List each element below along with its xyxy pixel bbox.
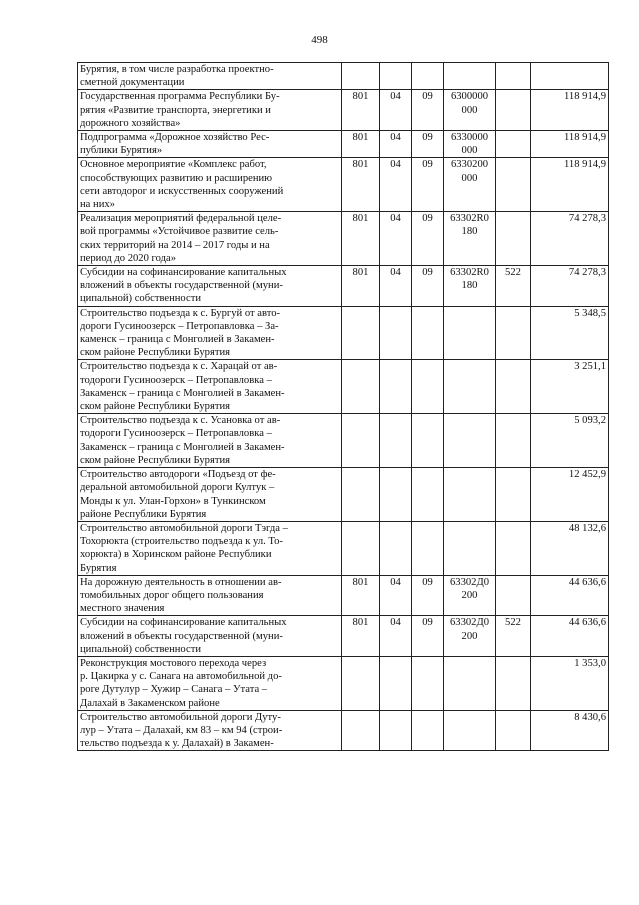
amount: 44 636,6: [568, 617, 606, 629]
target-article-code-cell: [444, 360, 496, 414]
subsection-code-cell: [412, 414, 444, 468]
expense-type-code-cell: [496, 90, 531, 131]
section-code-cell: [380, 656, 412, 710]
expense-type-code-cell: [496, 158, 531, 212]
row-description: Государственная программа Республики Бу- рятия «Развитие транспорта, энергетики и дорожного хозяйства»: [80, 91, 280, 129]
amount: 3 251,1: [574, 361, 606, 373]
target-article-code: 63302Д0 200: [449, 617, 489, 642]
section-code: 04: [390, 213, 401, 225]
row-description: Субсидии на софинансирование капитальных вложений в объекты государственной (муни- ципальной) собственности: [80, 267, 287, 305]
section-code-cell: [380, 212, 412, 266]
row-description-cell: [78, 212, 342, 266]
row-description: Субсидии на софинансирование капитальных вложений в объекты государственной (муни- ципальной) собственности: [80, 617, 287, 655]
ministry-code: 801: [352, 91, 369, 103]
expense-type-code-cell: [496, 306, 531, 360]
row-description-cell: [78, 306, 342, 360]
row-description: Строительство подъезда к с. Усановка от ав- тодороги Гусиноозерск – Петропавловка – Закаменск – граница с Монголией в Закамен- ском районе Республики Бурятия: [80, 415, 285, 466]
row-description: Подпрограмма «Дорожное хозяйство Рес- публики Бурятия»: [80, 132, 270, 157]
row-description: Строительство автомобильной дороги Дуту- лур – Утата – Далахай, км 83 – км 94 (строи- тельство подъезда к у. Далахай) в Закамен-: [80, 711, 283, 750]
table-row: [78, 158, 609, 212]
amount: 74 278,3: [568, 267, 606, 279]
target-article-code-cell: [444, 131, 496, 158]
expense-type-code-cell: [496, 616, 531, 657]
ministry-code-cell: [342, 158, 380, 212]
subsection-code-cell: [412, 63, 444, 90]
subsection-code: 09: [422, 159, 433, 171]
target-article-code: 63302R0 180: [450, 213, 489, 238]
amount: 74 278,3: [568, 213, 606, 225]
amount-cell: [531, 616, 609, 657]
amount-cell: [531, 90, 609, 131]
expense-type-code-cell: [496, 656, 531, 710]
target-article-code-cell: [444, 575, 496, 616]
ministry-code: 801: [352, 617, 369, 629]
section-code-cell: [380, 521, 412, 575]
ministry-code-cell: [342, 63, 380, 90]
ministry-code-cell: [342, 468, 380, 522]
target-article-code: 6300000 000: [450, 91, 489, 116]
ministry-code-cell: [342, 656, 380, 710]
table-row: [78, 710, 609, 751]
section-code-cell: [380, 306, 412, 360]
table-row: [78, 414, 609, 468]
row-description-cell: [78, 131, 342, 158]
row-description-cell: [78, 63, 342, 90]
table-body: [78, 63, 609, 751]
table-row: [78, 360, 609, 414]
section-code-cell: [380, 468, 412, 522]
subsection-code-cell: [412, 306, 444, 360]
expense-type-code-cell: [496, 468, 531, 522]
subsection-code-cell: [412, 212, 444, 266]
row-description-cell: [78, 616, 342, 657]
amount: 48 132,6: [568, 522, 606, 534]
section-code-cell: [380, 158, 412, 212]
target-article-code: 63302R0 180: [450, 267, 489, 292]
table-row: [78, 90, 609, 131]
row-description-cell: [78, 158, 342, 212]
subsection-code: 09: [422, 213, 433, 225]
subsection-code-cell: [412, 656, 444, 710]
table-row: [78, 521, 609, 575]
row-description-cell: [78, 90, 342, 131]
ministry-code-cell: [342, 414, 380, 468]
subsection-code-cell: [412, 521, 444, 575]
amount-cell: [531, 656, 609, 710]
section-code-cell: [380, 575, 412, 616]
ministry-code: 801: [352, 267, 369, 279]
target-article-code-cell: [444, 63, 496, 90]
table-row: [78, 575, 609, 616]
subsection-code: 09: [422, 617, 433, 629]
subsection-code: 09: [422, 267, 433, 279]
amount: 12 452,9: [568, 469, 606, 481]
ministry-code-cell: [342, 616, 380, 657]
amount: 118 914,9: [564, 132, 606, 144]
ministry-code-cell: [342, 266, 380, 307]
ministry-code: 801: [352, 132, 369, 144]
target-article-code-cell: [444, 306, 496, 360]
expense-type-code-cell: [496, 63, 531, 90]
amount: 1 353,0: [574, 657, 606, 669]
target-article-code-cell: [444, 521, 496, 575]
ministry-code-cell: [342, 575, 380, 616]
ministry-code-cell: [342, 521, 380, 575]
table-row: [78, 212, 609, 266]
section-code: 04: [390, 576, 401, 588]
target-article-code-cell: [444, 212, 496, 266]
subsection-code: 09: [422, 576, 433, 588]
ministry-code: 801: [352, 159, 369, 171]
row-description: Строительство автодороги «Подъезд от фе- деральной автомобильной дороги Култук – Монды к ул. Улан-Горхон» в Тункинском районе Республики Бурятия: [80, 469, 276, 520]
amount: 118 914,9: [564, 159, 606, 171]
section-code-cell: [380, 360, 412, 414]
amount: 118 914,9: [564, 91, 606, 103]
amount-cell: [531, 158, 609, 212]
section-code-cell: [380, 63, 412, 90]
amount-cell: [531, 710, 609, 751]
row-description: Строительство подъезда к с. Харацай от ав- тодороги Гусиноозерск – Петропавловка – Закаменск – граница с Монголией в Закамен- ском районе Республики Бурятия: [80, 361, 285, 413]
expense-type-code-cell: [496, 575, 531, 616]
target-article-code-cell: [444, 710, 496, 751]
table-row: [78, 616, 609, 657]
section-code-cell: [380, 131, 412, 158]
subsection-code-cell: [412, 158, 444, 212]
row-description: Бурятия, в том числе разработка проектно- сметной документации: [80, 64, 274, 89]
subsection-code: 09: [422, 91, 433, 103]
section-code-cell: [380, 616, 412, 657]
budget-table: [77, 62, 609, 751]
target-article-code-cell: [444, 616, 496, 657]
amount-cell: [531, 360, 609, 414]
amount-cell: [531, 468, 609, 522]
ministry-code: 801: [352, 213, 369, 225]
target-article-code-cell: [444, 414, 496, 468]
row-description: Строительство автомобильной дороги Тэгда – Тохорюкта (строительство подъезда к ул. То- хорюкта) в Хоринском районе Республики Бурятия: [80, 522, 288, 574]
section-code-cell: [380, 414, 412, 468]
expense-type-code-cell: [496, 212, 531, 266]
subsection-code-cell: [412, 90, 444, 131]
subsection-code: 09: [422, 132, 433, 144]
expense-type-code: 522: [505, 267, 521, 279]
ministry-code-cell: [342, 131, 380, 158]
subsection-code-cell: [412, 468, 444, 522]
row-description-cell: [78, 414, 342, 468]
amount-cell: [531, 575, 609, 616]
target-article-code: 6330200 000: [450, 159, 489, 184]
subsection-code-cell: [412, 616, 444, 657]
expense-type-code-cell: [496, 710, 531, 751]
ministry-code-cell: [342, 360, 380, 414]
section-code-cell: [380, 90, 412, 131]
amount: 44 636,6: [568, 576, 606, 588]
ministry-code-cell: [342, 306, 380, 360]
table-row: [78, 63, 609, 90]
target-article-code-cell: [444, 266, 496, 307]
table-row: [78, 306, 609, 360]
amount-cell: [531, 131, 609, 158]
amount-cell: [531, 521, 609, 575]
row-description-cell: [78, 468, 342, 522]
row-description-cell: [78, 656, 342, 710]
row-description-cell: [78, 266, 342, 307]
expense-type-code: 522: [505, 617, 521, 629]
table-row: [78, 656, 609, 710]
row-description: Реализация мероприятий федеральной целе- вой программы «Устойчивое развитие сель- ских территорий на 2014 – 2017 годы и на период до 2020 года»: [80, 213, 282, 264]
page-number: 498: [311, 34, 328, 46]
expense-type-code-cell: [496, 360, 531, 414]
subsection-code-cell: [412, 131, 444, 158]
subsection-code-cell: [412, 360, 444, 414]
section-code: 04: [390, 159, 401, 171]
amount-cell: [531, 306, 609, 360]
section-code: 04: [390, 132, 401, 144]
expense-type-code-cell: [496, 521, 531, 575]
section-code-cell: [380, 266, 412, 307]
table-row: [78, 131, 609, 158]
ministry-code-cell: [342, 212, 380, 266]
amount: 5 348,5: [574, 307, 606, 319]
amount: 5 093,2: [574, 415, 606, 427]
target-article-code: 6330000 000: [450, 132, 489, 157]
row-description: Строительство подъезда к с. Бургуй от авто- дороги Гусиноозерск – Петропавловка – За- каменск – граница с Монголией в Закамен- ском районе Республики Бурятия: [80, 307, 281, 359]
row-description-cell: [78, 575, 342, 616]
expense-type-code-cell: [496, 266, 531, 307]
amount-cell: [531, 414, 609, 468]
row-description: На дорожную деятельность в отношении ав- томобильных дорог общего пользования местного значения: [80, 576, 282, 615]
table-row: [78, 266, 609, 307]
target-article-code-cell: [444, 158, 496, 212]
row-description-cell: [78, 360, 342, 414]
row-description-cell: [78, 710, 342, 751]
target-article-code: 63302Д0 200: [449, 576, 489, 601]
ministry-code-cell: [342, 90, 380, 131]
section-code: 04: [390, 91, 401, 103]
row-description: Реконструкция мостового перехода через р. Цакирка у с. Санага на автомобильной до- роге Дутулур – Хужир – Санага – Утата – Далахай в Закаменском районе: [80, 657, 282, 709]
subsection-code-cell: [412, 710, 444, 751]
expense-type-code-cell: [496, 414, 531, 468]
section-code-cell: [380, 710, 412, 751]
section-code: 04: [390, 617, 401, 629]
row-description-cell: [78, 521, 342, 575]
amount-cell: [531, 266, 609, 307]
target-article-code-cell: [444, 468, 496, 522]
target-article-code-cell: [444, 90, 496, 131]
subsection-code-cell: [412, 575, 444, 616]
target-article-code-cell: [444, 656, 496, 710]
expense-type-code-cell: [496, 131, 531, 158]
ministry-code-cell: [342, 710, 380, 751]
row-description: Основное мероприятие «Комплекс работ, способствующих развитию и расширению сети автодорог и искусственных сооружений на них»: [80, 159, 284, 211]
amount: 8 430,6: [574, 711, 606, 723]
subsection-code-cell: [412, 266, 444, 307]
amount-cell: [531, 212, 609, 266]
amount-cell: [531, 63, 609, 90]
section-code: 04: [390, 267, 401, 279]
ministry-code: 801: [352, 576, 369, 588]
table-row: [78, 468, 609, 522]
